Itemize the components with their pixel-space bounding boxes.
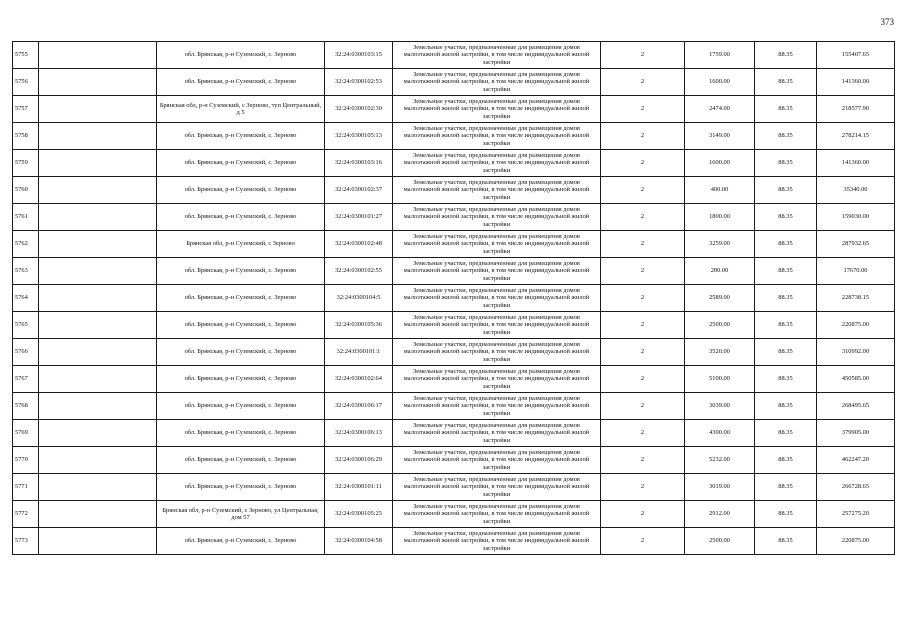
area-cell: 3149.00 — [685, 123, 755, 150]
table-row — [13, 339, 895, 366]
cadastral-value-cell: 268495.65 — [817, 393, 895, 420]
cadastral-value-cell: 17670.00 — [817, 258, 895, 285]
rate-cell: 88.35 — [755, 123, 817, 150]
category-cell: 2 — [601, 150, 685, 177]
cadastral-value-cell: 218577.90 — [817, 96, 895, 123]
blank-cell — [39, 150, 157, 177]
rate-cell: 88.35 — [755, 69, 817, 96]
row-number: 5756 — [13, 69, 39, 96]
address-cell: обл. Брянская, р-н Суземский, с. Зерново — [157, 366, 325, 393]
table-row — [13, 204, 895, 231]
area-cell: 2474.00 — [685, 96, 755, 123]
blank-cell — [39, 447, 157, 474]
row-number: 5773 — [13, 528, 39, 555]
table-row — [13, 258, 895, 285]
cadastral-number-cell: 32:24:0300106:17 — [325, 393, 393, 420]
area-cell: 400.00 — [685, 177, 755, 204]
address-cell: обл. Брянская, р-н Суземский, с. Зерново — [157, 204, 325, 231]
land-use-cell: Земельные участки, предназначенные для размещения домов малоэтажной жилой застройки, в том числе индивидуальной жилой застройки — [393, 312, 601, 339]
cadastral-number-cell: 32:24:0300102:64 — [325, 366, 393, 393]
cadastral-number-cell: 32:24:0300101:11 — [325, 474, 393, 501]
row-number: 5771 — [13, 474, 39, 501]
blank-cell — [39, 420, 157, 447]
land-use-cell: Земельные участки, предназначенные для размещения домов малоэтажной жилой застройки, в том числе индивидуальной жилой застройки — [393, 69, 601, 96]
address-cell: обл. Брянская, р-н Суземский, с. Зерново — [157, 177, 325, 204]
category-cell: 2 — [601, 312, 685, 339]
blank-cell — [39, 123, 157, 150]
category-cell: 2 — [601, 204, 685, 231]
rate-cell: 88.35 — [755, 96, 817, 123]
land-use-cell: Земельные участки, предназначенные для размещения домов малоэтажной жилой застройки, в том числе индивидуальной жилой застройки — [393, 177, 601, 204]
area-cell: 1600.00 — [685, 69, 755, 96]
cadastral-number-cell: 32:24:0300105:36 — [325, 312, 393, 339]
rate-cell: 88.35 — [755, 366, 817, 393]
blank-cell — [39, 312, 157, 339]
cadastral-value-cell: 287932.65 — [817, 231, 895, 258]
cadastral-value-cell: 462247.20 — [817, 447, 895, 474]
cadastral-value-cell: 379905.00 — [817, 420, 895, 447]
table-row — [13, 312, 895, 339]
blank-cell — [39, 69, 157, 96]
row-number: 5772 — [13, 501, 39, 528]
page-number: 373 — [880, 17, 894, 27]
blank-cell — [39, 42, 157, 69]
row-number: 5757 — [13, 96, 39, 123]
table-row — [13, 150, 895, 177]
area-cell: 3259.00 — [685, 231, 755, 258]
table-row — [13, 123, 895, 150]
cadastral-number-cell: 32:24:0300105:13 — [325, 123, 393, 150]
category-cell: 2 — [601, 231, 685, 258]
cadastral-value-cell: 228738.15 — [817, 285, 895, 312]
row-number: 5767 — [13, 366, 39, 393]
address-cell: Брянская обл, р-н Суземский, с Зерново, ул Центральная, дом 57 — [157, 501, 325, 528]
row-number: 5768 — [13, 393, 39, 420]
area-cell: 1600.00 — [685, 150, 755, 177]
cadastral-value-cell: 141360.00 — [817, 69, 895, 96]
rate-cell: 88.35 — [755, 258, 817, 285]
rate-cell: 88.35 — [755, 312, 817, 339]
area-cell: 2500.00 — [685, 528, 755, 555]
address-cell: обл. Брянская, р-н Суземский, с. Зерново — [157, 474, 325, 501]
table-row — [13, 528, 895, 555]
cadastral-number-cell: 32:24:0300103:15 — [325, 42, 393, 69]
cadastral-value-cell: 220875.00 — [817, 312, 895, 339]
category-cell: 2 — [601, 339, 685, 366]
category-cell: 2 — [601, 42, 685, 69]
category-cell: 2 — [601, 258, 685, 285]
blank-cell — [39, 177, 157, 204]
cadastral-number-cell: 32:24:0300102:48 — [325, 231, 393, 258]
category-cell: 2 — [601, 285, 685, 312]
address-cell: обл. Брянская, р-н Суземский, с. Зерново — [157, 312, 325, 339]
category-cell: 2 — [601, 501, 685, 528]
table-row — [13, 393, 895, 420]
cadastral-number-cell: 32:24:0300101:27 — [325, 204, 393, 231]
row-number: 5755 — [13, 42, 39, 69]
address-cell: обл. Брянская, р-н Суземский, с. Зерново — [157, 69, 325, 96]
cadastral-number-cell: 32:24:0300103:16 — [325, 150, 393, 177]
row-number: 5762 — [13, 231, 39, 258]
cadastral-value-cell: 141360.00 — [817, 150, 895, 177]
blank-cell — [39, 501, 157, 528]
area-cell: 2500.00 — [685, 312, 755, 339]
row-number: 5758 — [13, 123, 39, 150]
area-cell: 3520.00 — [685, 339, 755, 366]
address-cell: обл. Брянская, р-н Суземский, с. Зерново — [157, 393, 325, 420]
cadastral-value-cell: 155407.65 — [817, 42, 895, 69]
table-row — [13, 447, 895, 474]
address-cell: обл. Брянская, р-н Суземский, с. Зерново — [157, 285, 325, 312]
table-row — [13, 474, 895, 501]
cadastral-number-cell: 32:24:0300105:25 — [325, 501, 393, 528]
rate-cell: 88.35 — [755, 42, 817, 69]
cadastral-number-cell: 32:24:0300106:29 — [325, 447, 393, 474]
land-use-cell: Земельные участки, предназначенные для размещения домов малоэтажной жилой застройки, в том числе индивидуальной жилой застройки — [393, 231, 601, 258]
land-use-cell: Земельные участки, предназначенные для размещения домов малоэтажной жилой застройки, в том числе индивидуальной жилой застройки — [393, 447, 601, 474]
land-use-cell: Земельные участки, предназначенные для размещения домов малоэтажной жилой застройки, в том числе индивидуальной жилой застройки — [393, 96, 601, 123]
blank-cell — [39, 339, 157, 366]
land-use-cell: Земельные участки, предназначенные для размещения домов малоэтажной жилой застройки, в том числе индивидуальной жилой застройки — [393, 528, 601, 555]
table-body — [13, 42, 895, 555]
address-cell: обл. Брянская, р-н Суземский, с. Зерново — [157, 258, 325, 285]
address-cell: обл. Брянская, р-н Суземский, с. Зерново — [157, 123, 325, 150]
row-number: 5764 — [13, 285, 39, 312]
rate-cell: 88.35 — [755, 393, 817, 420]
cadastral-value-cell: 450585.00 — [817, 366, 895, 393]
cadastral-value-cell: 35340.00 — [817, 177, 895, 204]
area-cell: 3019.00 — [685, 474, 755, 501]
row-number: 5760 — [13, 177, 39, 204]
cadastral-value-cell: 220875.00 — [817, 528, 895, 555]
rate-cell: 88.35 — [755, 285, 817, 312]
cadastral-number-cell: 32:24:0300102:55 — [325, 258, 393, 285]
address-cell: обл. Брянская, р-н Суземский, с. Зерново — [157, 339, 325, 366]
table-row — [13, 69, 895, 96]
area-cell: 2589.00 — [685, 285, 755, 312]
table-row — [13, 285, 895, 312]
blank-cell — [39, 231, 157, 258]
land-registry-table — [12, 41, 895, 555]
cadastral-value-cell: 310992.00 — [817, 339, 895, 366]
area-cell: 4300.00 — [685, 420, 755, 447]
rate-cell: 88.35 — [755, 501, 817, 528]
cadastral-value-cell: 159030.00 — [817, 204, 895, 231]
category-cell: 2 — [601, 96, 685, 123]
blank-cell — [39, 96, 157, 123]
land-use-cell: Земельные участки, предназначенные для размещения домов малоэтажной жилой застройки, в том числе индивидуальной жилой застройки — [393, 501, 601, 528]
rate-cell: 88.35 — [755, 474, 817, 501]
cadastral-number-cell: 32:24:0300106:13 — [325, 420, 393, 447]
row-number: 5759 — [13, 150, 39, 177]
category-cell: 2 — [601, 69, 685, 96]
blank-cell — [39, 366, 157, 393]
cadastral-number-cell: 32:24:0300102:30 — [325, 96, 393, 123]
blank-cell — [39, 528, 157, 555]
area-cell: 1759.00 — [685, 42, 755, 69]
land-use-cell: Земельные участки, предназначенные для размещения домов малоэтажной жилой застройки, в том числе индивидуальной жилой застройки — [393, 285, 601, 312]
category-cell: 2 — [601, 420, 685, 447]
cadastral-number-cell: 32:24:0300101:1 — [325, 339, 393, 366]
category-cell: 2 — [601, 393, 685, 420]
blank-cell — [39, 285, 157, 312]
cadastral-number-cell: 32:24:0300104:5 — [325, 285, 393, 312]
address-cell: обл. Брянская, р-н Суземский, с. Зерново — [157, 528, 325, 555]
address-cell: Брянская обл, р-н Суземский, с Зерново, туп Центральный, д 5 — [157, 96, 325, 123]
land-use-cell: Земельные участки, предназначенные для размещения домов малоэтажной жилой застройки, в том числе индивидуальной жилой застройки — [393, 474, 601, 501]
category-cell: 2 — [601, 528, 685, 555]
rate-cell: 88.35 — [755, 177, 817, 204]
row-number: 5770 — [13, 447, 39, 474]
land-use-cell: Земельные участки, предназначенные для размещения домов малоэтажной жилой застройки, в том числе индивидуальной жилой застройки — [393, 393, 601, 420]
rate-cell: 88.35 — [755, 447, 817, 474]
address-cell: обл. Брянская, р-н Суземский, с. Зерново — [157, 150, 325, 177]
land-use-cell: Земельные участки, предназначенные для размещения домов малоэтажной жилой застройки, в том числе индивидуальной жилой застройки — [393, 420, 601, 447]
category-cell: 2 — [601, 123, 685, 150]
land-use-cell: Земельные участки, предназначенные для размещения домов малоэтажной жилой застройки, в том числе индивидуальной жилой застройки — [393, 123, 601, 150]
row-number: 5763 — [13, 258, 39, 285]
land-use-cell: Земельные участки, предназначенные для размещения домов малоэтажной жилой застройки, в том числе индивидуальной жилой застройки — [393, 42, 601, 69]
category-cell: 2 — [601, 177, 685, 204]
category-cell: 2 — [601, 366, 685, 393]
cadastral-number-cell: 32:24:0300102:53 — [325, 69, 393, 96]
area-cell: 2912.00 — [685, 501, 755, 528]
address-cell: обл. Брянская, р-н Суземский, с. Зерново — [157, 42, 325, 69]
table-row — [13, 420, 895, 447]
table-row — [13, 42, 895, 69]
rate-cell: 88.35 — [755, 420, 817, 447]
area-cell: 200.00 — [685, 258, 755, 285]
land-use-cell: Земельные участки, предназначенные для размещения домов малоэтажной жилой застройки, в том числе индивидуальной жилой застройки — [393, 204, 601, 231]
land-use-cell: Земельные участки, предназначенные для размещения домов малоэтажной жилой застройки, в том числе индивидуальной жилой застройки — [393, 150, 601, 177]
land-use-cell: Земельные участки, предназначенные для размещения домов малоэтажной жилой застройки, в том числе индивидуальной жилой застройки — [393, 366, 601, 393]
blank-cell — [39, 204, 157, 231]
rate-cell: 88.35 — [755, 231, 817, 258]
table-row — [13, 96, 895, 123]
blank-cell — [39, 474, 157, 501]
rate-cell: 88.35 — [755, 339, 817, 366]
cadastral-number-cell: 32:24:0300102:37 — [325, 177, 393, 204]
row-number: 5765 — [13, 312, 39, 339]
cadastral-number-cell: 32:24:0300104:58 — [325, 528, 393, 555]
table-row — [13, 501, 895, 528]
address-cell: Брянская обл, р-н Суземский, с Зерново — [157, 231, 325, 258]
area-cell: 3039.00 — [685, 393, 755, 420]
land-use-cell: Земельные участки, предназначенные для размещения домов малоэтажной жилой застройки, в том числе индивидуальной жилой застройки — [393, 258, 601, 285]
cadastral-value-cell: 266728.65 — [817, 474, 895, 501]
blank-cell — [39, 258, 157, 285]
land-use-cell: Земельные участки, предназначенные для размещения домов малоэтажной жилой застройки, в том числе индивидуальной жилой застройки — [393, 339, 601, 366]
cadastral-value-cell: 257275.20 — [817, 501, 895, 528]
address-cell: обл. Брянская, р-н Суземский, с. Зерново — [157, 447, 325, 474]
row-number: 5769 — [13, 420, 39, 447]
cadastral-value-cell: 278214.15 — [817, 123, 895, 150]
category-cell: 2 — [601, 447, 685, 474]
area-cell: 5100.00 — [685, 366, 755, 393]
table-row — [13, 366, 895, 393]
category-cell: 2 — [601, 474, 685, 501]
area-cell: 5232.00 — [685, 447, 755, 474]
area-cell: 1800.00 — [685, 204, 755, 231]
row-number: 5761 — [13, 204, 39, 231]
table-row — [13, 177, 895, 204]
blank-cell — [39, 393, 157, 420]
rate-cell: 88.35 — [755, 150, 817, 177]
rate-cell: 88.35 — [755, 204, 817, 231]
row-number: 5766 — [13, 339, 39, 366]
address-cell: обл. Брянская, р-н Суземский, с. Зерново — [157, 420, 325, 447]
table-row — [13, 231, 895, 258]
rate-cell: 88.35 — [755, 528, 817, 555]
